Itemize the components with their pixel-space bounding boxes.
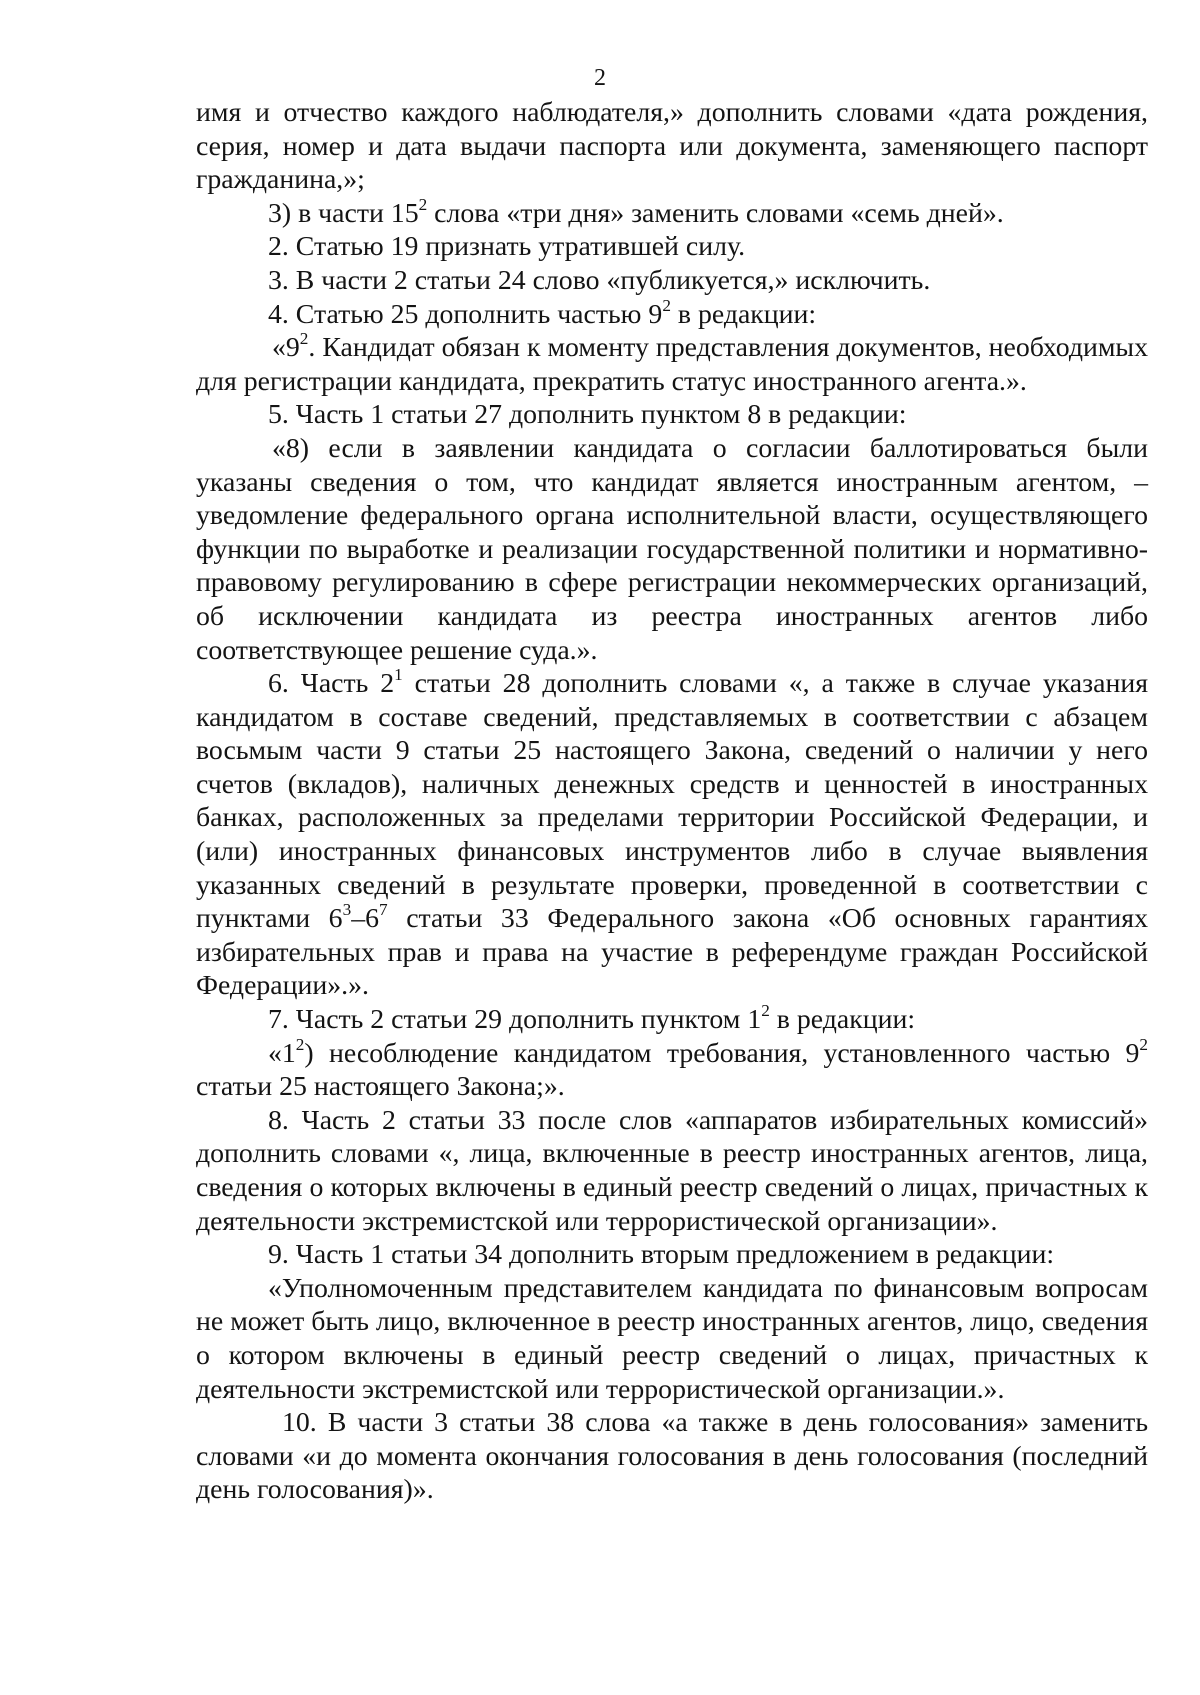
paragraph-quote-authorized xyxy=(196,1272,1148,1406)
paragraph-text: «1 xyxy=(268,1037,296,1069)
paragraph-text: в редакции: xyxy=(670,298,817,330)
paragraph-quote-9-2 xyxy=(196,331,1148,398)
paragraph-text: 6. Часть 2 xyxy=(268,668,395,700)
paragraph-item-5 xyxy=(196,398,1148,432)
paragraph-continuation xyxy=(196,96,1148,197)
paragraph-text: в редакции: xyxy=(769,1004,916,1036)
superscript: 3 xyxy=(342,900,352,920)
paragraph-text: 3) в части 15 xyxy=(268,197,419,229)
paragraph-item-7 xyxy=(196,1000,1148,1037)
paragraph-item-8 xyxy=(196,1104,1148,1238)
paragraph-text: слова «три дня» заменить словами «семь дней». xyxy=(427,197,1004,229)
paragraph-text: статьи 33 Федерального закона «Об основных гарантиях избирательных прав и права на участие в референдуме граждан Российской Федерации».». xyxy=(196,903,1148,1002)
paragraph-text: статьи 28 дополнить словами «, а также в случае указания кандидатом в составе сведений, представляемых в соответствии с абзацем восьмым части 9 статьи 25 настоящего Закона, сведений о наличии у него счетов (вкладов), наличных денежных средств и ценностей в иностранных банках, расположенных за пределами территории Российской Федерации, и (или) иностранных финансовых инструментов либо в случае выявления указанных сведений в результате проверки, проведенной в соответствии с пунктами 6 xyxy=(196,668,1149,935)
superscript: 2 xyxy=(662,295,671,315)
paragraph-item-6 xyxy=(196,667,1148,1003)
paragraph-text: 8. Часть 2 статьи 33 после слов «аппаратов избирательных комиссий» дополнить словами «, лица, включенные в реестр иностранных агентов, лица, сведения о которых включены в единый реестр сведений о лицах, причастных к деятельности экстремистской или террористической организации». xyxy=(196,1104,1148,1237)
superscript: 2 xyxy=(761,1000,770,1020)
superscript: 2 xyxy=(299,329,309,349)
paragraph-item-10 xyxy=(196,1406,1148,1507)
paragraph-quote-1-2 xyxy=(196,1034,1148,1104)
paragraph-text: 3. В части 2 статьи 24 слово «публикуется,» исключить. xyxy=(268,264,931,296)
paragraph-subitem-3 xyxy=(196,194,1148,231)
paragraph-text: 7. Часть 2 статьи 29 дополнить пунктом 1 xyxy=(268,1004,762,1036)
document-body xyxy=(196,96,1148,1507)
paragraph-item-4 xyxy=(196,295,1148,332)
page-number: 2 xyxy=(594,65,606,91)
superscript: 1 xyxy=(394,665,403,685)
paragraph-text: 5. Часть 1 статьи 27 дополнить пунктом 8 в редакции: xyxy=(268,399,907,431)
paragraph-text: ) несоблюдение кандидатом требования, установленного частью 9 xyxy=(304,1037,1140,1069)
paragraph-quote-8 xyxy=(196,432,1148,667)
paragraph-text: «Уполномоченным представителем кандидата по финансовым вопросам не может быть лицо, включенное в реестр иностранных агентов, лицо, сведения о котором включены в единый реестр сведений о лицах, причастных к деятельности экстремистской или террористической организации.». xyxy=(196,1272,1148,1405)
paragraph-item-9 xyxy=(196,1238,1148,1272)
paragraph-item-2 xyxy=(196,230,1148,264)
paragraph-text: 4. Статью 25 дополнить частью 9 xyxy=(268,298,663,330)
paragraph-text: 10. В части 3 статьи 38 слова «а также в день голосования» заменить словами «и до момента окончания голосования в день голосования (последний день голосования)». xyxy=(196,1407,1148,1506)
superscript: 2 xyxy=(1139,1034,1148,1054)
paragraph-text: «8) если в заявлении кандидата о согласии баллотироваться были указаны сведения о том, что кандидат является иностранным агентом, – уведомление федерального органа исполнительной власти, осуществляющего функции по выработке и реализации государственной политики и нормативно-правовому регулированию в сфере регистрации некоммерческих организаций, об исключении кандидата из реестра иностранных агентов либо соответствующее решение суда.». xyxy=(196,432,1148,666)
paragraph-text: –6 xyxy=(351,903,379,935)
paragraph-text: . Кандидат обязан к моменту представления документов, необходимых для регистрации кандидата, прекратить статус иностранного агента.». xyxy=(196,332,1148,397)
paragraph-text: 2. Статью 19 признать утратившей силу. xyxy=(268,231,746,263)
paragraph-text: «9 xyxy=(272,332,300,364)
paragraph-item-3 xyxy=(196,264,1148,298)
superscript: 2 xyxy=(418,194,428,214)
paragraph-text: имя и отчество каждого наблюдателя,» дополнить словами «дата рождения, серия, номер и дата выдачи паспорта или документа, заменяющего паспорт гражданина,»; xyxy=(196,97,1148,196)
paragraph-text: статьи 25 настоящего Закона;». xyxy=(196,1071,565,1103)
superscript: 7 xyxy=(378,900,388,920)
paragraph-text: 9. Часть 1 статьи 34 дополнить вторым предложением в редакции: xyxy=(268,1239,1055,1271)
superscript: 2 xyxy=(295,1034,305,1054)
